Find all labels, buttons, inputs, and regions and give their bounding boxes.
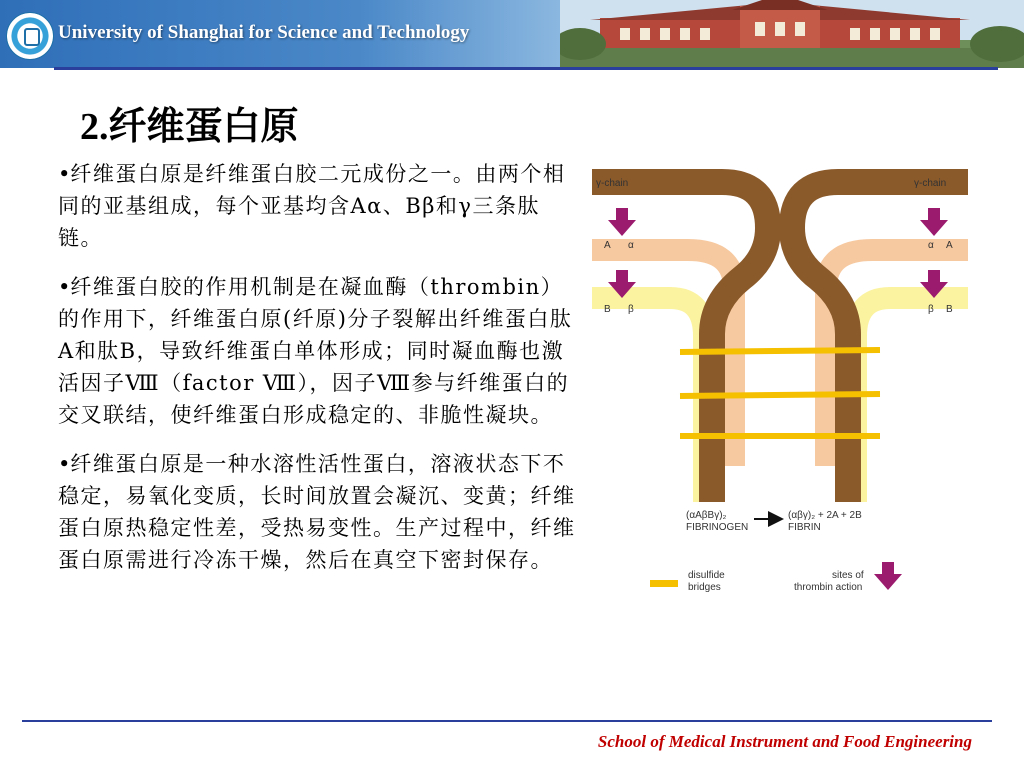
logo-emblem-icon: [24, 28, 40, 46]
label-alpha-right: α: [928, 240, 934, 251]
footer-divider: [22, 720, 992, 722]
bullet-marker: •: [58, 452, 71, 476]
label-B-left: B: [604, 304, 611, 315]
thrombin-legend-arrow-icon: [874, 562, 902, 590]
bullet-text-1: 纤维蛋白原是纤维蛋白胶二元成份之一。由两个相同的亚基组成，每个亚基均含Aα、Bβ和γ三条肽链。: [58, 162, 566, 250]
bullet-text-3: 纤维蛋白原是一种水溶性活性蛋白，溶液状态下不稳定，易氧化变质，长时间放置会凝沉、变黄；纤维蛋白原热稳定性差，受热易变性。生产过程中，纤维蛋白原需进行冷冻干燥，然后在真空下密封保存。: [58, 452, 576, 572]
school-name: School of Medical Instrument and Food Engineering: [597, 732, 972, 751]
label-beta-left: β: [628, 304, 634, 315]
university-name: University of Shanghai for Science and Technology: [58, 22, 470, 43]
label-alpha-left: α: [628, 240, 634, 251]
label-A-left: A: [604, 240, 611, 251]
fibrinogen-label: FIBRINOGEN: [686, 522, 749, 533]
label-beta-right: β: [928, 304, 934, 315]
bullet-marker: •: [58, 275, 71, 299]
fibrinogen-formula: (αAβBγ)₂: [686, 510, 727, 521]
campus-building-image: [560, 0, 1024, 68]
header-divider: [54, 67, 998, 70]
label-B-right: B: [946, 304, 953, 315]
bullet-marker: •: [58, 162, 71, 186]
thrombin-arrow-icon: [608, 208, 636, 236]
disulfide-legend-swatch: [650, 580, 678, 587]
disulfide-legend-line2: bridges: [688, 582, 721, 593]
bullet-item-3: [58, 448, 578, 576]
disulfide-legend-line1: disulfide: [688, 570, 725, 581]
university-logo: [6, 12, 54, 60]
label-A-right: A: [946, 240, 953, 251]
beta-chain-left: [592, 298, 704, 502]
thrombin-legend-line2: thrombin action: [794, 582, 863, 593]
fibrinogen-diagram: [592, 166, 968, 598]
thrombin-legend-line1: sites of: [832, 570, 864, 581]
gamma-chain-label-left: γ-chain: [596, 178, 629, 189]
fibrin-label: FIBRIN: [788, 522, 821, 533]
slide-title: 2.纤维蛋白原: [80, 106, 299, 148]
slide-body: [58, 158, 578, 593]
bullet-item-2: [58, 271, 578, 431]
thrombin-arrow-icon: [920, 208, 948, 236]
bullet-text-2: 纤维蛋白胶的作用机制是在凝血酶（thrombin）的作用下，纤维蛋白原(纤原)分子裂解出纤维蛋白肽A和肽B，导致纤维蛋白单体形成；同时凝血酶也激活因子Ⅷ（factor Ⅷ），因子Ⅷ参与纤维蛋白的交叉联结，使纤维蛋白形成稳定的、非脆性凝块。: [58, 275, 573, 427]
header-banner: [0, 0, 1024, 68]
bullet-item-1: [58, 158, 578, 254]
gamma-chain-label-right: γ-chain: [914, 178, 947, 189]
fibrin-formula: (αβγ)₂ + 2A + 2B: [788, 510, 862, 521]
beta-chain-right: [856, 298, 968, 502]
